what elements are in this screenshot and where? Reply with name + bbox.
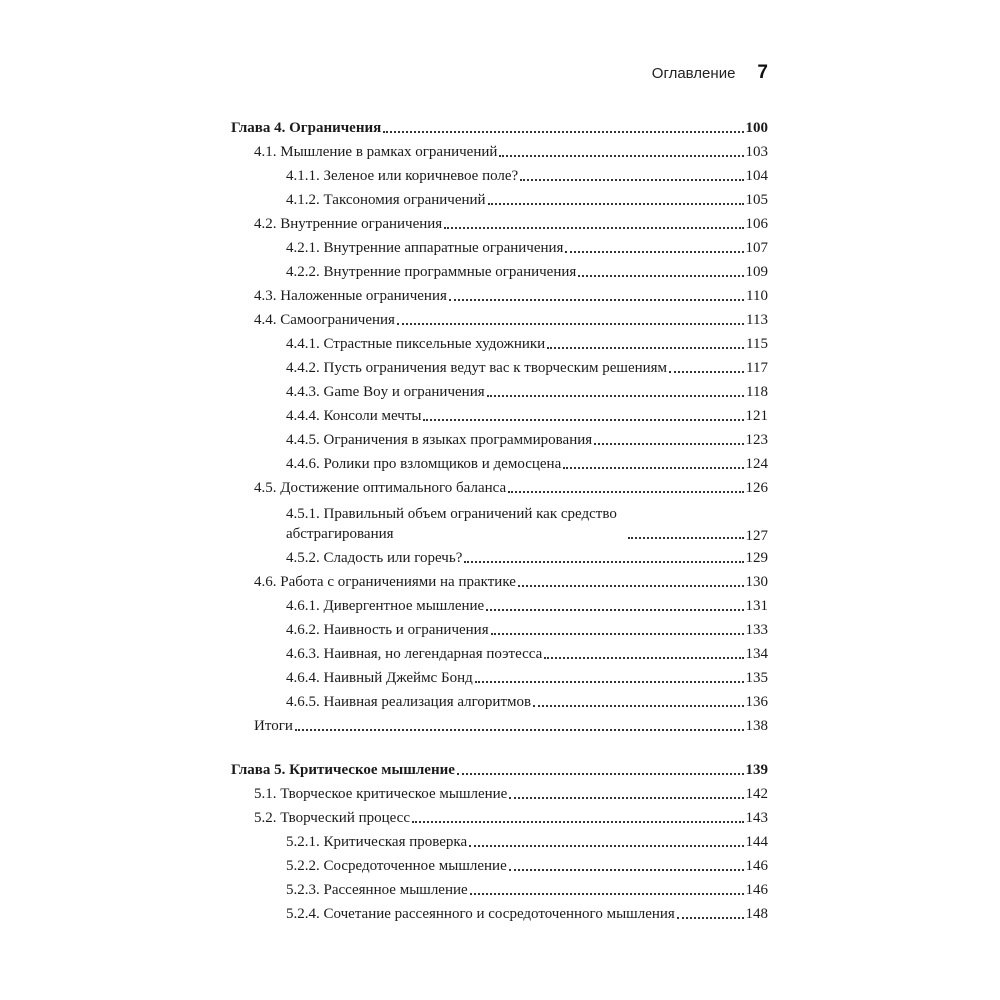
- toc-entry-page: 131: [745, 598, 768, 614]
- dot-leader: [520, 178, 743, 181]
- toc-section-entry: [231, 140, 768, 164]
- toc-entry-title: 4.1.2. Таксономия ограничений: [286, 192, 486, 208]
- toc-subsection-entry: [231, 164, 768, 188]
- dot-leader: [469, 844, 743, 847]
- dot-leader: [397, 322, 744, 325]
- toc-subsection-entry: [231, 618, 768, 642]
- toc-entry-title: 4.6.1. Дивергентное мышление: [286, 598, 485, 614]
- toc-entry-page: 144: [745, 834, 768, 850]
- toc-entry-title: 5.2.3. Рассеянное мышление: [286, 882, 468, 898]
- toc-entry-title: 4.4.5. Ограничения в языках программирования: [286, 432, 593, 448]
- toc-subsection-entry: [231, 642, 768, 666]
- dot-leader: [470, 892, 744, 895]
- toc-entry-page: 127: [745, 528, 768, 544]
- toc-section-entry: [231, 782, 768, 806]
- toc-entry-page: 115: [746, 336, 768, 352]
- toc-section-entry: [231, 806, 768, 830]
- toc-entry-title: 5.2. Творческий процесс: [254, 810, 410, 826]
- dot-leader: [547, 346, 744, 349]
- toc-entry-page: 129: [745, 550, 768, 566]
- section-title: Оглавление: [651, 65, 736, 82]
- toc-entry-page: 133: [745, 622, 768, 638]
- toc-entry-title: 5.2.4. Сочетание рассеянного и сосредоточенного мышления: [286, 906, 675, 922]
- toc-entry-page: 126: [745, 480, 768, 496]
- toc-entry-title: 4.1. Мышление в рамках ограничений: [254, 144, 498, 160]
- toc-subsection-entry: [231, 452, 768, 476]
- dot-leader: [295, 728, 744, 731]
- toc-entry-page: 139: [745, 762, 768, 778]
- toc-subsection-entry: [231, 500, 768, 546]
- dot-leader: [423, 418, 743, 421]
- toc-entry-title: 4.5.1. Правильный объем ограничений как средство абстрагирования: [286, 506, 617, 542]
- dot-leader: [677, 916, 744, 919]
- toc-entry-title: 4.3. Наложенные ограничения: [254, 288, 447, 304]
- toc-entry-page: 135: [745, 670, 768, 686]
- toc-entry-page: 146: [745, 882, 768, 898]
- toc-entry-page: 146: [745, 858, 768, 874]
- dot-leader: [533, 704, 743, 707]
- toc-section-entry: [231, 714, 768, 738]
- toc-entry-page: 104: [745, 168, 768, 184]
- dot-leader: [563, 466, 743, 469]
- toc-subsection-entry: [231, 878, 768, 902]
- toc-entry-page: 113: [746, 312, 768, 328]
- toc-entry-page: 142: [745, 786, 768, 802]
- dot-leader: [578, 274, 743, 277]
- toc-entry-title: 4.2.1. Внутренние аппаратные ограничения: [286, 240, 564, 256]
- toc-subsection-entry: [231, 260, 768, 284]
- dot-leader: [594, 442, 743, 445]
- toc-entry-title: 4.4.2. Пусть ограничения ведут вас к творческим решениям: [286, 360, 668, 376]
- toc-entry-page: 148: [745, 906, 768, 922]
- toc-subsection-entry: [231, 332, 768, 356]
- dot-leader: [518, 584, 744, 587]
- dot-leader: [464, 560, 743, 563]
- toc-entry-title: 4.5.2. Сладость или горечь?: [286, 550, 463, 566]
- toc-subsection-entry: [231, 428, 768, 452]
- toc-entry-title: 4.4.4. Консоли мечты: [286, 408, 422, 424]
- toc-entry-title: 4.6.2. Наивность и ограничения: [286, 622, 489, 638]
- dot-leader: [628, 536, 744, 539]
- toc-entry-page: 106: [745, 216, 768, 232]
- toc-subsection-entry: [231, 902, 768, 926]
- toc-subsection-entry: [231, 404, 768, 428]
- dot-leader: [499, 154, 743, 157]
- toc-section-entry: [231, 284, 768, 308]
- dot-leader: [475, 680, 744, 683]
- toc-entry-page: 100: [745, 120, 768, 136]
- toc-entry-page: 105: [745, 192, 768, 208]
- dot-leader: [488, 202, 744, 205]
- toc-entry-title: 4.6.5. Наивная реализация алгоритмов: [286, 694, 532, 710]
- toc-subsection-entry: [231, 690, 768, 714]
- toc-entry-page: 110: [746, 288, 768, 304]
- dot-leader: [383, 130, 743, 133]
- toc-section-entry: [231, 476, 768, 500]
- dot-leader: [444, 226, 743, 229]
- toc-section-entry: [231, 212, 768, 236]
- toc-entry-page: 124: [745, 456, 768, 472]
- toc-section-entry: [231, 570, 768, 594]
- dot-leader: [486, 608, 743, 611]
- dot-leader: [457, 772, 744, 775]
- toc-entry-title: 4.2.2. Внутренние программные ограничения: [286, 264, 577, 280]
- toc-subsection-entry: [231, 546, 768, 570]
- dot-leader: [487, 394, 744, 397]
- toc-entry-title: 4.4. Самоограничения: [254, 312, 395, 328]
- toc-section-entry: [231, 308, 768, 332]
- toc-entry-page: 109: [745, 264, 768, 280]
- running-header: [652, 62, 768, 88]
- toc-entry-page: 136: [745, 694, 768, 710]
- dot-leader: [509, 868, 744, 871]
- dot-leader: [565, 250, 743, 253]
- dot-leader: [508, 490, 743, 493]
- toc-subsection-entry: [231, 188, 768, 212]
- toc-entry-title: 5.2.1. Критическая проверка: [286, 834, 468, 850]
- dot-leader: [509, 796, 743, 799]
- toc-entry-page: 134: [745, 646, 768, 662]
- toc-subsection-entry: [231, 830, 768, 854]
- toc-entry-title: 4.4.3. Game Boy и ограничения: [286, 384, 485, 400]
- toc-entry-title: 4.6. Работа с ограничениями на практике: [254, 574, 516, 590]
- toc-entry-page: 130: [745, 574, 768, 590]
- toc-subsection-entry: [231, 380, 768, 404]
- toc-entry-title: 4.5. Достижение оптимального баланса: [254, 480, 507, 496]
- toc-entry-page: 118: [746, 384, 768, 400]
- toc-entry-title: 5.2.2. Сосредоточенное мышление: [286, 858, 507, 874]
- toc-entry-page: 121: [745, 408, 768, 424]
- table-of-contents: [231, 116, 768, 926]
- toc-entry-title: 4.4.6. Ролики про взломщиков и демосцена: [286, 456, 562, 472]
- toc-entry-title: 5.1. Творческое критическое мышление: [254, 786, 508, 802]
- toc-entry-title: 4.2. Внутренние ограничения: [254, 216, 443, 232]
- toc-chapter-entry: [231, 758, 768, 782]
- toc-entry-page: 107: [745, 240, 768, 256]
- dot-leader: [491, 632, 744, 635]
- dot-leader: [544, 656, 743, 659]
- toc-subsection-entry: [231, 356, 768, 380]
- toc-chapter-entry: [231, 116, 768, 140]
- toc-subsection-entry: [231, 854, 768, 878]
- page-number: 7: [757, 62, 768, 83]
- toc-entry-title: Глава 5. Критическое мышление: [231, 762, 455, 778]
- dot-leader: [449, 298, 744, 301]
- toc-subsection-entry: [231, 594, 768, 618]
- chapter-spacer: [231, 738, 768, 758]
- dot-leader: [669, 370, 744, 373]
- toc-entry-title: 4.1.1. Зеленое или коричневое поле?: [286, 168, 519, 184]
- toc-entry-title: Глава 4. Ограничения: [231, 120, 382, 136]
- toc-entry-page: 117: [746, 360, 768, 376]
- toc-entry-title: 4.6.4. Наивный Джеймс Бонд: [286, 670, 473, 686]
- toc-entry-page: 103: [745, 144, 768, 160]
- toc-subsection-entry: [231, 236, 768, 260]
- dot-leader: [412, 820, 744, 823]
- toc-entry-page: 123: [745, 432, 768, 448]
- toc-subsection-entry: [231, 666, 768, 690]
- toc-entry-title: 4.4.1. Страстные пиксельные художники: [286, 336, 546, 352]
- toc-entry-page: 143: [745, 810, 768, 826]
- toc-entry-page: 138: [745, 718, 768, 734]
- toc-entry-title: Итоги: [254, 718, 293, 734]
- toc-entry-title: 4.6.3. Наивная, но легендарная поэтесса: [286, 646, 543, 662]
